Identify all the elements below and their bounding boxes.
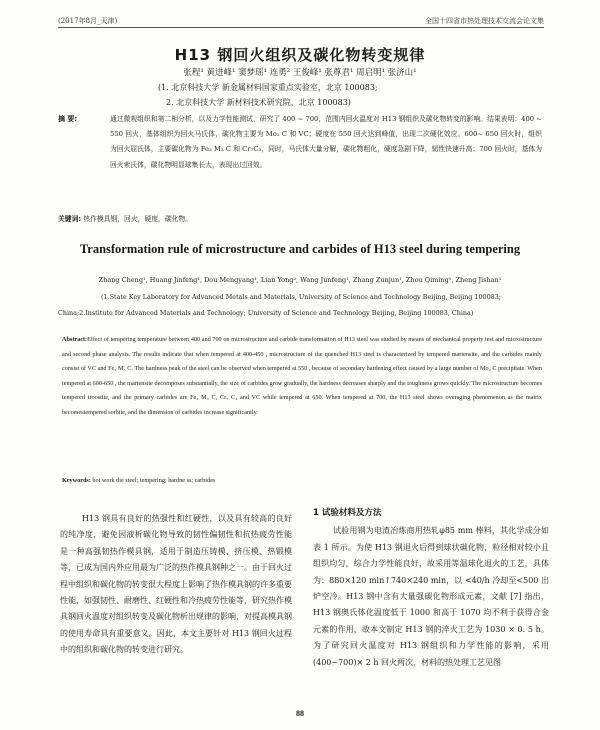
- header-left: (2017年8月_天津): [58, 17, 118, 25]
- keywords-en-text: hot work die steel; tempering; hardne ss; carbides: [92, 477, 216, 484]
- header-right: 全国十四省市热处理技术交流会论文集: [425, 17, 544, 25]
- affiliation-cn-1: (1. 北京科技大学 新金属材料国家重点实验室，北京 100083;: [158, 83, 378, 92]
- keywords-cn-text: 热作模具钢，回火，硬度，碳化物。: [83, 215, 193, 223]
- keywords-en-label: Keywords:: [62, 477, 91, 484]
- abstract-cn-text: 通过微观组织和第二相分析，以及力学性能测试，研究了 400 ~ 700，范围内回火温度对 H13 钢组织及碳化物转变的影响。结果表明：400 ~ 550 回火，基体组织为回火马氏体，碳化物主要为 Mo₂ C 和 VC；硬度在 550 回火达到峰值，出现二次硬化效应。600~ 650 回火时，组织为回火屈氏体，主要碳化物为 Fe₃ M₃ C 和 Cr₇C₃，同时，马氏体大量分解，碳化物粗化，硬度急剧下降，韧性快速升高；700 回火时，基体为回火索氏体，碳化物明显球集长大，表现出过回效。: [110, 115, 542, 169]
- keywords-en: [62, 477, 215, 484]
- abstract-en-text: Effect of tempering temperature between 400 and 700 on microstructure and carbide transformation of H13 steel was studied by means of mechanical property test and microstructure and second phase analysis. The results indicate that when tempered at 400-450 , microstructure of the quenched H13 steel is characterized by tempered martensite, and the carbides mainly consist of VC and Fe₃ M₃ C. The hardness peak of the steel can be observed when tempered at 550 , because of secondary hardening effect caused by a large number of Mo₂ C precipitate. When tempered at 600-650 , the martensite decomposes substantially, the size of carbides grow gradually, the hardness decreases sharply and the toughness grows quickly. The microstructure becomes tempered troostite, and the primary carbides are Fe₃ M₃ C, Cr₇ C₃ and VC while tempered at 650. When tempered at 700, the H13 steel shows overaging phenomenon as the matrix becomestempered sorbite, and the dimension of carbides increase significantly.: [62, 336, 542, 416]
- authors-en: Zhang Cheng¹, Huang Jinfeng¹, Dou Mengyang¹, Lian Yong², Wang Junfeng¹, Zhang Zunjun¹, Zhou Qiming¹, Zheng Jishan¹: [98, 276, 502, 284]
- running-header: [58, 13, 544, 27]
- body-left-column: H13 钢具有良好的热强性和红硬性，以及具有较高的良好的纯净度，避免因液析碳化物导致的韧性偏韧性和抗热疲劳性能 是一种高强韧热作模具钢，适用于制造压铸模、挤压模、热锻模等，已成为国内外应用最为广泛的热作模具钢种之一。由于回火过程中组织和碳化物的转变很大程度上影响了热作模具钢的许多重要性能，如强韧性、耐磨性、红硬性和冷热疲劳性能等，研究热作模具钢回火温度对组织转变及碳化物析出规律的影响，对提高模具钢的使用寿命具有重要意义。因此，本文主要针对 H13 钢回火过程中的组织和碳化物的转变进行研究。: [60, 514, 292, 655]
- page-number: 88: [296, 709, 304, 718]
- abstract-cn: [58, 112, 542, 173]
- body-right-column: [313, 508, 549, 671]
- authors-cn: 张程¹ 黄进峰¹ 窦梦瑶¹ 连勇² 王俊峰¹ 张尊君¹ 周启明¹ 张济山¹: [183, 68, 417, 78]
- title-en: Transformation rule of microstructure and carbides of H13 steel during tempering: [79, 242, 521, 256]
- affiliation-cn-2: 2. 北京科技大学 新材料技术研究院，北京 100083): [166, 98, 351, 107]
- section-1-text: 试验用钢为电渣冶炼商用热轧φ85 mm 棒料，其化学成分如表 1 所示。为使 H13 钢退火后得到球状碳化物，粒径相对较小且组织均匀，综合力学性能良好，故采用等温球化退火的工艺，具体为：880×120 min↑740×240 min，以 <40/h 冷却至<500 出炉空冷。H13 钢中含有大量强碳化物形成元素，文献 [7] 指出，H13 钢奥氏体化温度低于 1000 和高于 1070 均不利于获得合金元素的作用，故本文制定 H13 钢的淬火工艺为 1030 × 0. 5 h。为了研究回火温度对 H13 钢组织和力学性能的影响，采用 (400~700)× 2 h 回火两次，材料的热处理工艺见图: [313, 526, 549, 667]
- abstract-cn-label: 摘 要:: [58, 115, 78, 123]
- abstract-en-label: Abstract:: [62, 336, 88, 343]
- keywords-cn: [58, 213, 192, 223]
- affiliation-en-1: (1.State Key Laboratory for Advanced Metals and Materials, University of Science and Technology Beijing, Beijing 100083;: [101, 293, 501, 301]
- keywords-cn-label: 关键词:: [58, 215, 82, 223]
- header-rule: [58, 27, 544, 28]
- title-cn: H13 钢回火组织及碳化物转变规律: [174, 46, 426, 64]
- section-1-heading: 1 试验材料及方法: [313, 508, 382, 518]
- abstract-en: [62, 333, 542, 421]
- affiliation-en-2: China;2.Institute for Advanced Materials and Technology; University of Science and Technology Beijing, Beijing 100083, China): [58, 309, 474, 317]
